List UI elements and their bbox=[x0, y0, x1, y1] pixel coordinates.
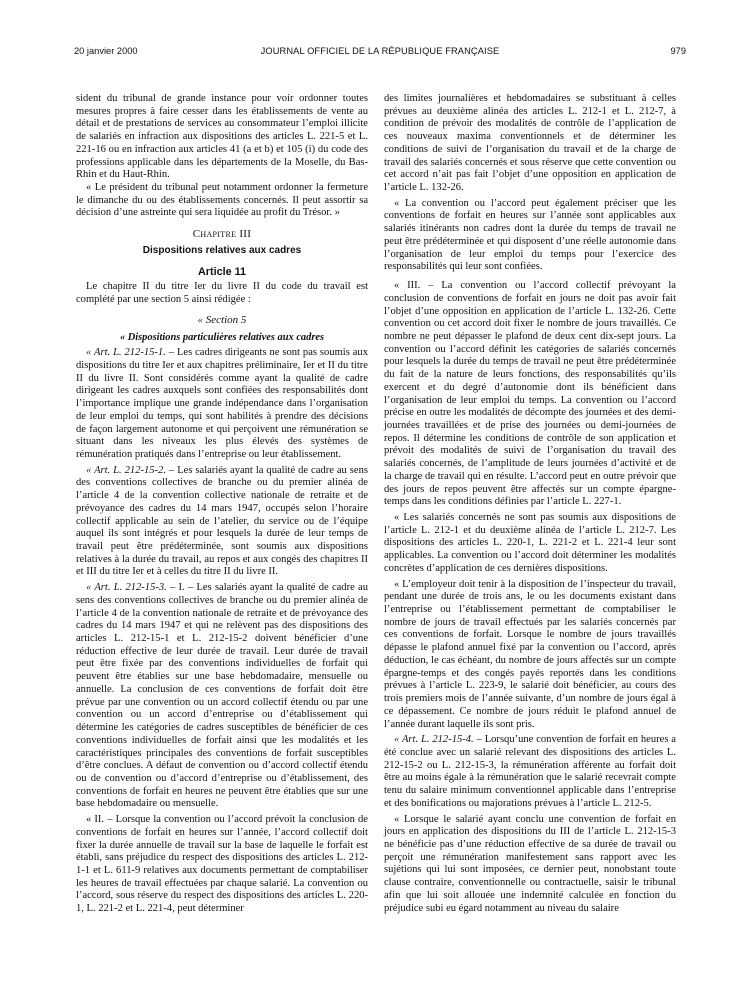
article-ref: « Art. L. 212-15-4. bbox=[394, 734, 474, 746]
paragraph: « III. – La convention ou l’accord collectif prévoyant la conclusion de conventions de forfait en jours ne doit pas avoir fait l’objet d’une opposition en application de l’article L. 132-26. Cette convention ou cet accord doit fixer le nombre de jours travaillés. Ce nombre ne peut dépasser le plafond de deux cent dix-sept jours. La convention ou l’accord définit les catégories de salariés concernés pour lesquels la durée du temps de travail ne peut être prédéterminée du fait de la nature de leurs fonctions, des responsabilités qu’ils exercent et du degré d’autonomie dont ils bénéficient dans l’organisation de leur emploi du temps. La convention ou l’accord précise en outre les modalités de décompte des journées et des demi-journées travaillées et de prise des journées ou demi-journées de repos. Il détermine les conditions de contrôle de son application et prévoit des modalités de suivi de l’organisation du travail des salariés concernés, de l’amplitude de leurs journées d’activité et de la charge de travail qui en résulte. L’accord peut en outre prévoir que des jours de repos peuvent être affectés sur un compte épargne-temps dans les conditions définies par l’article L. 227-1. bbox=[384, 280, 676, 508]
section-title: « Dispositions particulières relatives aux cadres bbox=[119, 331, 325, 343]
paragraph: des limites journalières et hebdomadaires se substituant à celles prévues au deuxième alinéa des articles L. 212-1 et L. 212-7, à condition de prévoir des modalités de contrôle de l’application de ces nouveaux maxima conventionnels et de déterminer les conditions de suivi de l’organisation du travail et de la charge de travail des salariés concernés et sous réserve que cette convention ou cet accord n’ait pas fait l’objet d’une opposition en application de l’article L. 132-26. bbox=[384, 93, 676, 194]
article-body: – Lorsqu’une convention de forfait en heures a été conclue avec un salarié relevant des dispositions des articles L. 212-15-2 ou L. 212-15-3, la rémunération afférente au forfait doit être au moins égale à la rémunération que le salarié recevrait compte tenu du salaire minimum conventionnel applicable dans l’entreprise et des bonifications ou majorations prévues à l’article L. 212-5. bbox=[384, 734, 676, 809]
chapter-heading bbox=[76, 228, 368, 241]
section-heading: « Section 5 bbox=[197, 313, 247, 326]
paragraph: Le chapitre II du titre Ier du livre II du code du travail est complété par une section 5 ainsi rédigée : bbox=[76, 281, 368, 306]
article-heading: Article 11 bbox=[197, 265, 247, 278]
paragraph: « Lorsque le salarié ayant conclu une convention de forfait en jours en application des dispositions du III de l’article L. 212-15-3 ne bénéficie pas d’une réduction effective de sa durée de travail ou perçoit une rémunération manifestement sans rapport avec les sujétions qui lui sont imposées, ce dernier peut, nonobstant toute clause contraire, conventionnelle ou contractuelle, saisir le tribunal afin que lui soit allouée une indemnité calculée en fonction du préjudice subi eu égard notamment au niveau du salaire bbox=[384, 813, 676, 914]
article-body: – I. – Les salariés ayant la qualité de cadre au sens des conventions collectives de branche ou du premier alinéa de l’article 4 de la convention nationale de retraite et de prévoyance des cadres du 14 mars 1947 et qui ne relèvent pas des dispositions des articles L. 212-15-1 et L. 212-15-2 doivent bénéficier d’une réduction effective de leur durée de travail. Leur durée de travail peut être fixée par des conventions individuelles de forfait qui peuvent être établies sur une base hebdomadaire, mensuelle ou annuelle. La conclusion de ces conventions de forfait doit être prévue par une convention ou un accord collectif étendu ou par une convention ou un accord d’entreprise ou d’établissement qui détermine les catégories de cadres susceptibles de bénéficier de ces conventions individuelles de forfait ainsi que les modalités et les caractéristiques principales des conventions de forfait susceptibles d’être conclues. A défaut de convention ou d’accord collectif étendu ou de convention ou d’accord d’entreprise ou d’établissement, des conventions de forfait en heures ne peuvent être établies que sur une base hebdomadaire ou mensuelle. bbox=[76, 582, 368, 810]
header-date: 20 janvier 2000 bbox=[74, 46, 138, 56]
article-paragraph bbox=[76, 347, 368, 461]
left-column bbox=[76, 93, 368, 916]
article-ref: « Art. L. 212-15-3. bbox=[86, 582, 167, 594]
article-paragraph bbox=[76, 465, 368, 579]
article-body: – Les salariés ayant la qualité de cadre au sens des conventions collectives de branche ou du premier alinéa de l’article 4 de la convention collective nationale de retraite et de prévoyance des cadres du 14 mars 1947, occupés selon l’horaire collectif applicable au sein de l’atelier, du service ou de l’équipe auquel ils sont intégrés et pour lesquels la durée de leur temps de travail peut être prédéterminée, sont soumis aux dispositions relatives à la durée du travail, au repos et aux congés des chapitres II et III du titre Ier et à celles du titre II du livre II. bbox=[76, 464, 368, 578]
chapter-subtitle: Dispositions relatives aux cadres bbox=[142, 244, 302, 256]
article-ref: « Art. L. 212-15-1. bbox=[86, 347, 166, 359]
right-column bbox=[384, 93, 676, 915]
article-paragraph bbox=[76, 582, 368, 811]
paragraph: « II. – Lorsque la convention ou l’accord prévoit la conclusion de conventions de forfait en heures sur l’année, l’accord collectif doit fixer la durée annuelle de travail sur la base de laquelle le forfait est établi, sans préjudice du respect des dispositions des articles L. 212-1-1 et L. 611-9 relatives aux documents permettant de comptabiliser les heures de travail effectuées par chaque salarié. La convention ou l’accord, sous réserve du respect des dispositions des articles L. 220-1, L. 221-2 et L. 221-4, peut déterminer bbox=[76, 814, 368, 915]
journal-title: JOURNAL OFFICIEL DE LA RÉPUBLIQUE FRANÇAISE bbox=[260, 46, 500, 56]
paragraph: « La convention ou l’accord peut également préciser que les conventions de forfait en heures sur l’année sont applicables aux salariés itinérants non cadres dont la durée du temps de travail ne peut être prédéterminée et qui disposent d’une réelle autonomie dans l’organisation de leur emploi du temps pour l’exercice des responsabilités qui leur sont confiées. bbox=[384, 197, 676, 273]
article-body: – Les cadres dirigeants ne sont pas soumis aux dispositions du titre Ier et aux chapitres préliminaire, Ier et II du titre II du livre II. Sont considérés comme ayant la qualité de cadre dirigeant les cadres auxquels sont confiées des responsabilités dont l’importance implique une grande indépendance dans l’organisation de leur emploi du temps, qui sont habilités à prendre des décisions de façon largement autonome et qui perçoivent une rémunération se situant dans les niveaux les plus élevés des systèmes de rémunération pratiqués dans l’entreprise ou leur établissement. bbox=[76, 347, 368, 460]
paragraph: « L’employeur doit tenir à la disposition de l’inspecteur du travail, pendant une durée de trois ans, le ou les documents existant dans l’entreprise ou l’établissement permettant de comptabiliser le nombre de jours de travail effectués par les salariés concernés par ces conventions de forfait. Lorsque le nombre de jours travaillés dépasse le plafond annuel fixé par la convention ou l’accord, après déduction, le cas échéant, du nombre de jours affectés sur un compte épargne-temps et des congés payés reportés dans les conditions prévues à l’article L. 223-9, le salarié doit bénéficier, au cours des trois premiers mois de l’année suivante, d’un nombre de jours égal à ce dépassement. Ce nombre de jours réduit le plafond annuel de l’année durant laquelle ils sont pris. bbox=[384, 578, 676, 730]
paragraph: « Les salariés concernés ne sont pas soumis aux dispositions de l’article L. 212-1 et du deuxième alinéa de l’article L. 212-7. Les dispositions des articles L. 220-1, L. 221-2 et L. 221-4 leur sont applicables. La convention ou l’accord doit déterminer les modalités concrètes d’application de ces dernières dispositions. bbox=[384, 512, 676, 574]
page-header bbox=[74, 46, 686, 62]
article-paragraph bbox=[384, 734, 676, 810]
paragraph: sident du tribunal de grande instance pour voir ordonner toutes mesures propres à faire cesser dans les établissements de vente au détail et de prestations de services au consommateur l’emploi illicite de salariés en infraction aux dispositions des articles L. 221-5 et L. 221-16 ou en infraction aux articles 41 (a et b) et 105 (i) du code des professions applicable dans les départements de la Moselle, du Bas-Rhin et du Haut-Rhin. bbox=[76, 93, 368, 181]
paragraph: « Le président du tribunal peut notamment ordonner la fermeture le dimanche du ou des établissements concernés. Il peut assortir sa décision d’une astreinte qui sera liquidée au profit du Trésor. » bbox=[76, 182, 368, 219]
page-number: 979 bbox=[670, 46, 686, 56]
article-ref: « Art. L. 212-15-2. bbox=[86, 464, 166, 476]
chapter-heading-text: Chapitre III bbox=[192, 228, 252, 241]
